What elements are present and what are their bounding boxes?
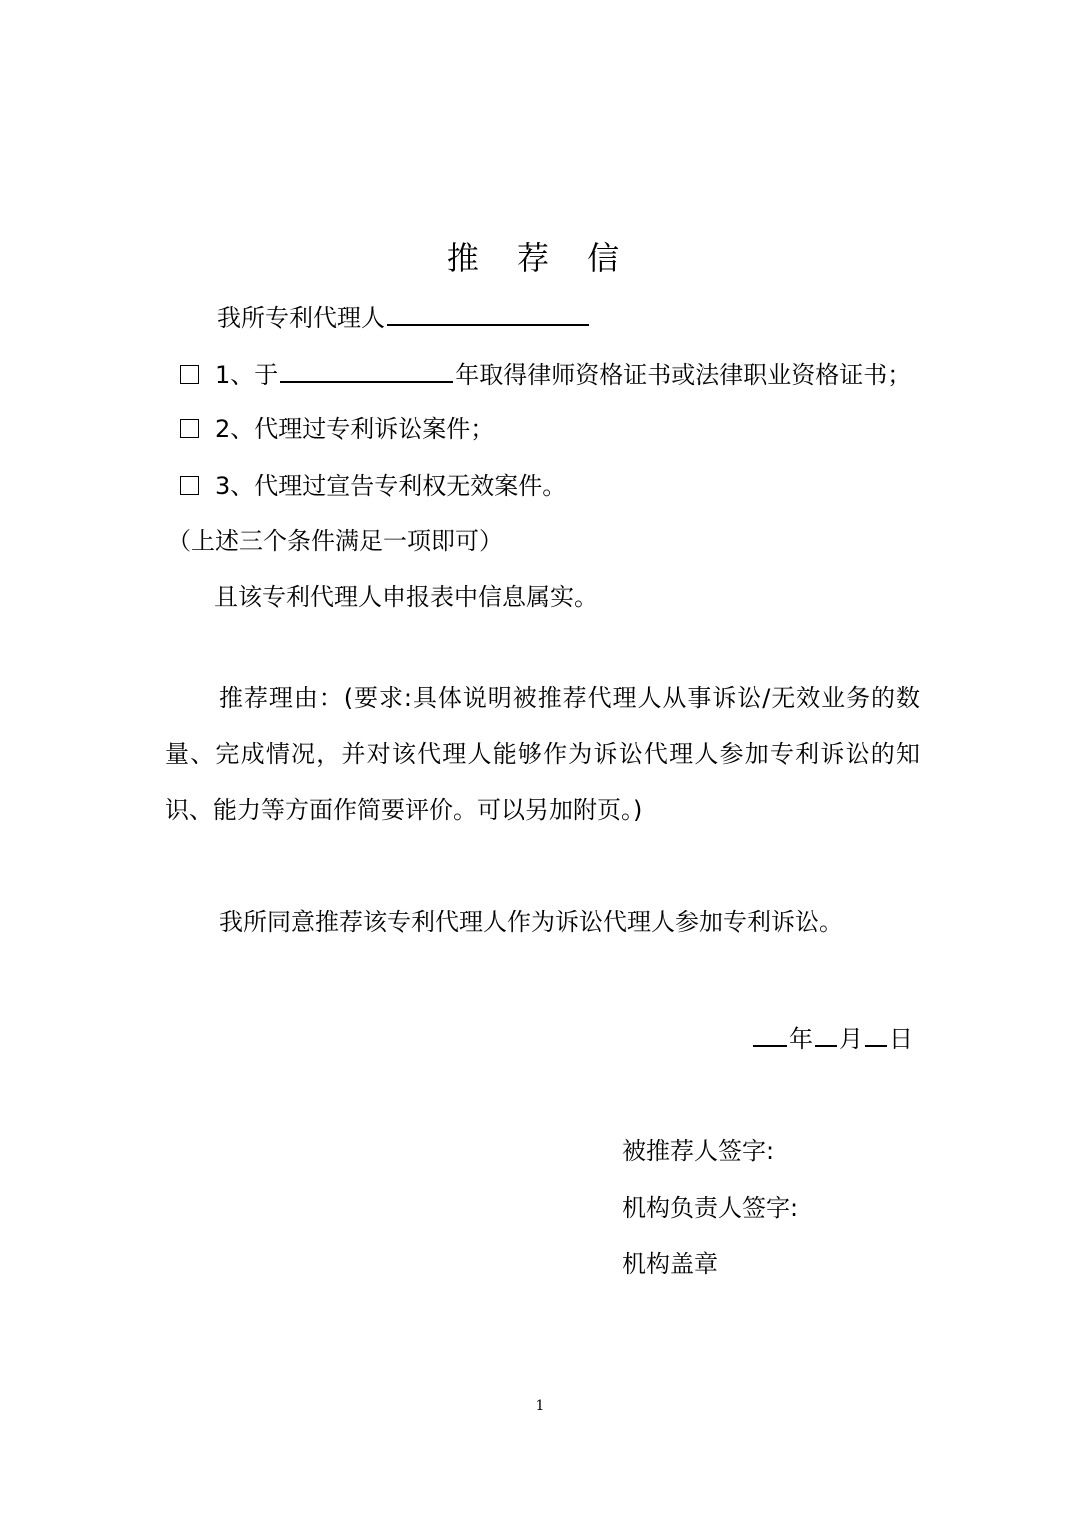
- date-year-label: 年: [789, 1025, 813, 1053]
- conditions-note: （上述三个条件满足一项即可）: [167, 527, 503, 555]
- recommendation-reason: 推荐理由：(要求:具体说明被推荐代理人从事诉讼/无效业务的数量、完成情况，并对该代理人能够作为诉讼代理人参加专利诉讼的知识、能力等方面作简要评价。可以另加附页。): [165, 684, 920, 824]
- condition-3-checkbox[interactable]: [180, 476, 199, 495]
- condition-2: [180, 414, 494, 444]
- intro-line: [217, 300, 591, 333]
- condition-2-number: 2、: [215, 415, 255, 443]
- condition-2-checkbox[interactable]: [180, 419, 199, 438]
- condition-1-number: 1、: [215, 361, 255, 389]
- condition-1: [180, 357, 911, 390]
- condition-1-prefix: 于: [254, 361, 279, 389]
- institution-seal-label: 机构盖章: [622, 1250, 718, 1278]
- agreement-statement: 我所同意推荐该专利代理人作为诉讼代理人参加专利诉讼。: [219, 908, 843, 936]
- condition-1-checkbox[interactable]: [180, 365, 199, 384]
- date-month-label: 月: [839, 1025, 863, 1053]
- date-month-blank[interactable]: [815, 1021, 837, 1047]
- date-day-blank[interactable]: [865, 1021, 887, 1047]
- info-confirmation: 且该专利代理人申报表中信息属实。: [214, 583, 598, 611]
- condition-3: [180, 471, 566, 501]
- condition-1-suffix: 年取得律师资格证书或法律职业资格证书；: [455, 361, 912, 389]
- intro-text: 我所专利代理人: [217, 304, 385, 332]
- date-year-blank[interactable]: [753, 1021, 787, 1047]
- condition-2-text: 代理过专利诉讼案件；: [254, 415, 495, 443]
- condition-3-number: 3、: [215, 472, 255, 500]
- head-signature-label: 机构负责人签字:: [622, 1194, 799, 1222]
- condition-3-text: 代理过宣告专利权无效案件。: [254, 472, 567, 500]
- date-line: [751, 1021, 913, 1054]
- year-blank[interactable]: [280, 357, 453, 383]
- recommended-signature-label: 被推荐人签字:: [622, 1137, 775, 1165]
- agent-name-blank[interactable]: [387, 300, 589, 326]
- document-title: 推 荐 信: [446, 239, 634, 277]
- page-number: 1: [535, 1398, 545, 1414]
- date-day-label: 日: [889, 1025, 913, 1053]
